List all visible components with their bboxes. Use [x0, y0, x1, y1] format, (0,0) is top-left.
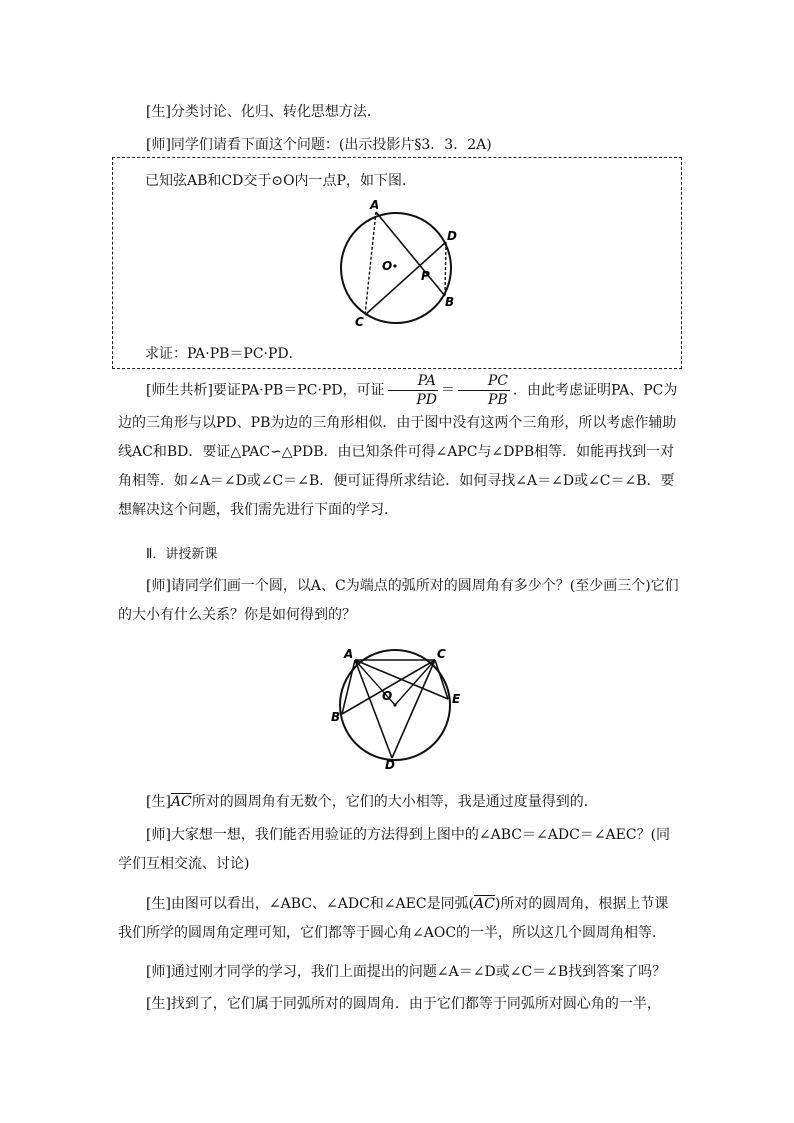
- paragraph-student-3: [生]由图可以看出，∠ABC、∠ADC和∠AEC是同弧$(\overline{AC})$所对的圆周角，根据上节课我们所学的圆周角定理可知，它们都等于圆心角∠AOC的一半，所以这几个圆周角相等．: [118, 896, 669, 941]
- label-p: P: [421, 269, 430, 283]
- label-o: O: [382, 259, 393, 273]
- label-c: C: [355, 315, 364, 329]
- paragraph-student-2: [生]$\overline{AC}$所对的圆周角有无数个，它们的大小相等，我是通过度量得到的．: [146, 794, 598, 810]
- label-b: B: [331, 710, 341, 724]
- arc-ac: $\overline{AC}$: [170, 794, 192, 810]
- label-e: E: [452, 692, 461, 706]
- label-a: A: [344, 647, 354, 661]
- paragraph-teacher-2: [师]请同学们画一个圆，以A、C为端点的弧所对的圆周角有多少个？(至少画三个)它们的大小有什么关系？你是如何得到的？: [118, 578, 679, 623]
- paragraph-student-4: [生]找到了，它们属于同弧所对的圆周角．由于它们都等于同弧所对圆心角的一半，: [146, 996, 661, 1012]
- fraction-pc-pb: $\frac{PC}{PB}$: [458, 372, 510, 409]
- figure-intersecting-chords: [333, 198, 463, 333]
- fraction-pa-pd: $\frac{PA}{PD}$: [388, 372, 438, 409]
- problem-given: 已知弦AB和CD交于⊙O内一点P，如下图．: [145, 173, 416, 189]
- paragraph-teacher-4: [师]通过刚才同学的学习，我们上面提出的问题∠A＝∠D或∠C＝∠B找到答案了吗？: [146, 964, 667, 980]
- label-c: C: [437, 647, 446, 661]
- paragraph-teacher-1: [师]同学们请看下面这个问题：(出示投影片§3．3．2A): [146, 137, 492, 153]
- segment-bd: [445, 242, 446, 296]
- label-o: O: [382, 689, 393, 703]
- chord-ab: [376, 212, 445, 296]
- figure-inscribed-angles: [325, 645, 470, 770]
- paragraph-analysis: [师生共析]要证PA·PB＝PC·PD，可证 $\frac{PA}{PD}$ ＝ $\frac{PC}{PB}$ ．由此考虑证明PA、PC为边的三角形与以PD、PB为边的三角形相似．由于图中没有这两个三角形，所以考虑作辅助线AC和BD．要证△PAC∽△PDB．由已知条件可得∠APC与∠DPB相等．如能再找到一对角相等．如∠A＝∠D或∠C＝∠B．便可证得所求结论．如何寻找∠A＝∠D或∠C＝∠B．要想解决这个问题，我们需先进行下面的学习．: [118, 373, 678, 518]
- paragraph-student-1: [生]分类讨论、化归、转化思想方法．: [146, 104, 381, 120]
- problem-prove: 求证：PA·PB＝PC·PD．: [145, 346, 303, 362]
- paragraph-teacher-3: [师]大家想一想，我们能否用验证的方法得到上图中的∠ABC＝∠ADC＝∠AEC？(同学们互相交流、讨论): [118, 827, 671, 872]
- label-d: D: [447, 229, 457, 243]
- chord-cd: [365, 242, 446, 315]
- segment-ac: [365, 212, 376, 315]
- label-b: B: [445, 295, 455, 309]
- arc-ac: $\overline{AC}$: [474, 896, 495, 912]
- label-d: D: [385, 758, 395, 770]
- section-heading: Ⅱ．讲授新课: [146, 547, 218, 562]
- label-a: A: [370, 198, 380, 212]
- problem-box: [112, 157, 682, 369]
